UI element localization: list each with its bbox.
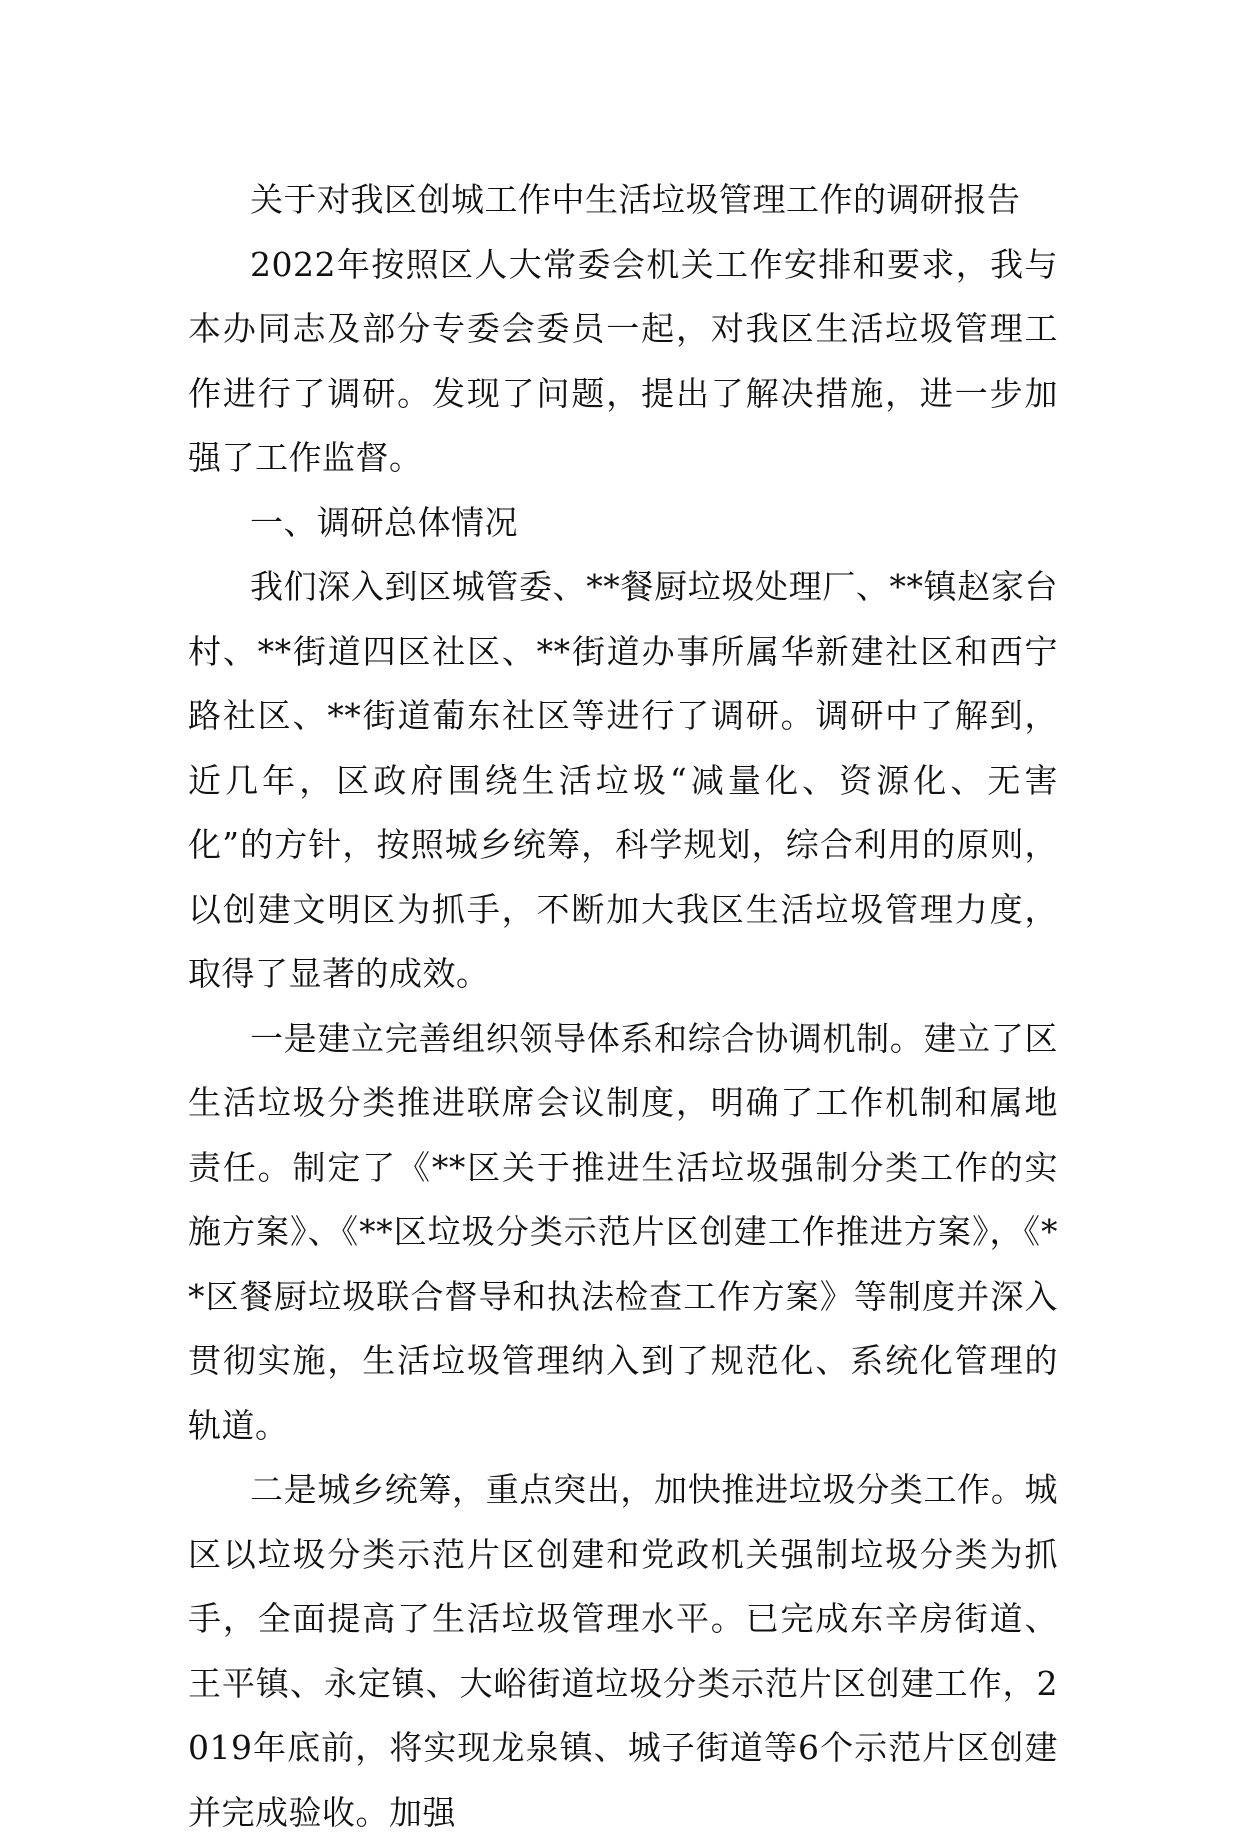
intro-paragraph: 2022年按照区人大常委会机关工作安排和要求，我与本办同志及部分专委会委员一起，对我区生活垃圾管理工作进行了调研。发现了问题，提出了解决措施，进一步加强了工作监督。 xyxy=(188,244,1058,477)
section-heading: 一、调研总体情况 xyxy=(250,502,518,542)
document-title: 关于对我区创城工作中生活垃圾管理工作的调研报告 xyxy=(250,180,1021,219)
organization-paragraph: 一是建立完善组织领导体系和综合协调机制。建立了区生活垃圾分类推进联席会议制度，明确了工作机制和属地责任。制定了《**区关于推进生活垃圾强制分类工作的实施方案》、《**区垃圾分类示范片区创建工作推进方案》，《**区餐厨垃圾联合督导和执法检查工作方案》等制度并深入贯彻实施，生活垃圾管理纳入到了规范化、系统化管理的轨道。 xyxy=(188,1018,1058,1445)
survey-paragraph: 我们深入到区城管委、**餐厨垃圾处理厂、**镇赵家台村、**街道四区社区、**街道办事所属华新建社区和西宁路社区、**街道葡东社区等进行了调研。调研中了解到，近几年，区政府围绕生活垃圾“减量化、资源化、无害化”的方针，按照城乡统筹，科学规划，综合利用的原则，以创建文明区为抓手，不断加大我区生活垃圾管理力度，取得了显著的成效。 xyxy=(188,567,1058,993)
classification-paragraph: 二是城乡统筹，重点突出，加快推进垃圾分类工作。城区以垃圾分类示范片区创建和党政机关强制垃圾分类为抓手，全面提高了生活垃圾管理水平。已完成东辛房街道、王平镇、永定镇、大峪街道垃圾分类示范片区创建工作，2019年底前，将实现龙泉镇、城子街道等6个示范片区创建并完成验收。加强 xyxy=(188,1470,1058,1832)
document-body xyxy=(188,168,1058,1845)
